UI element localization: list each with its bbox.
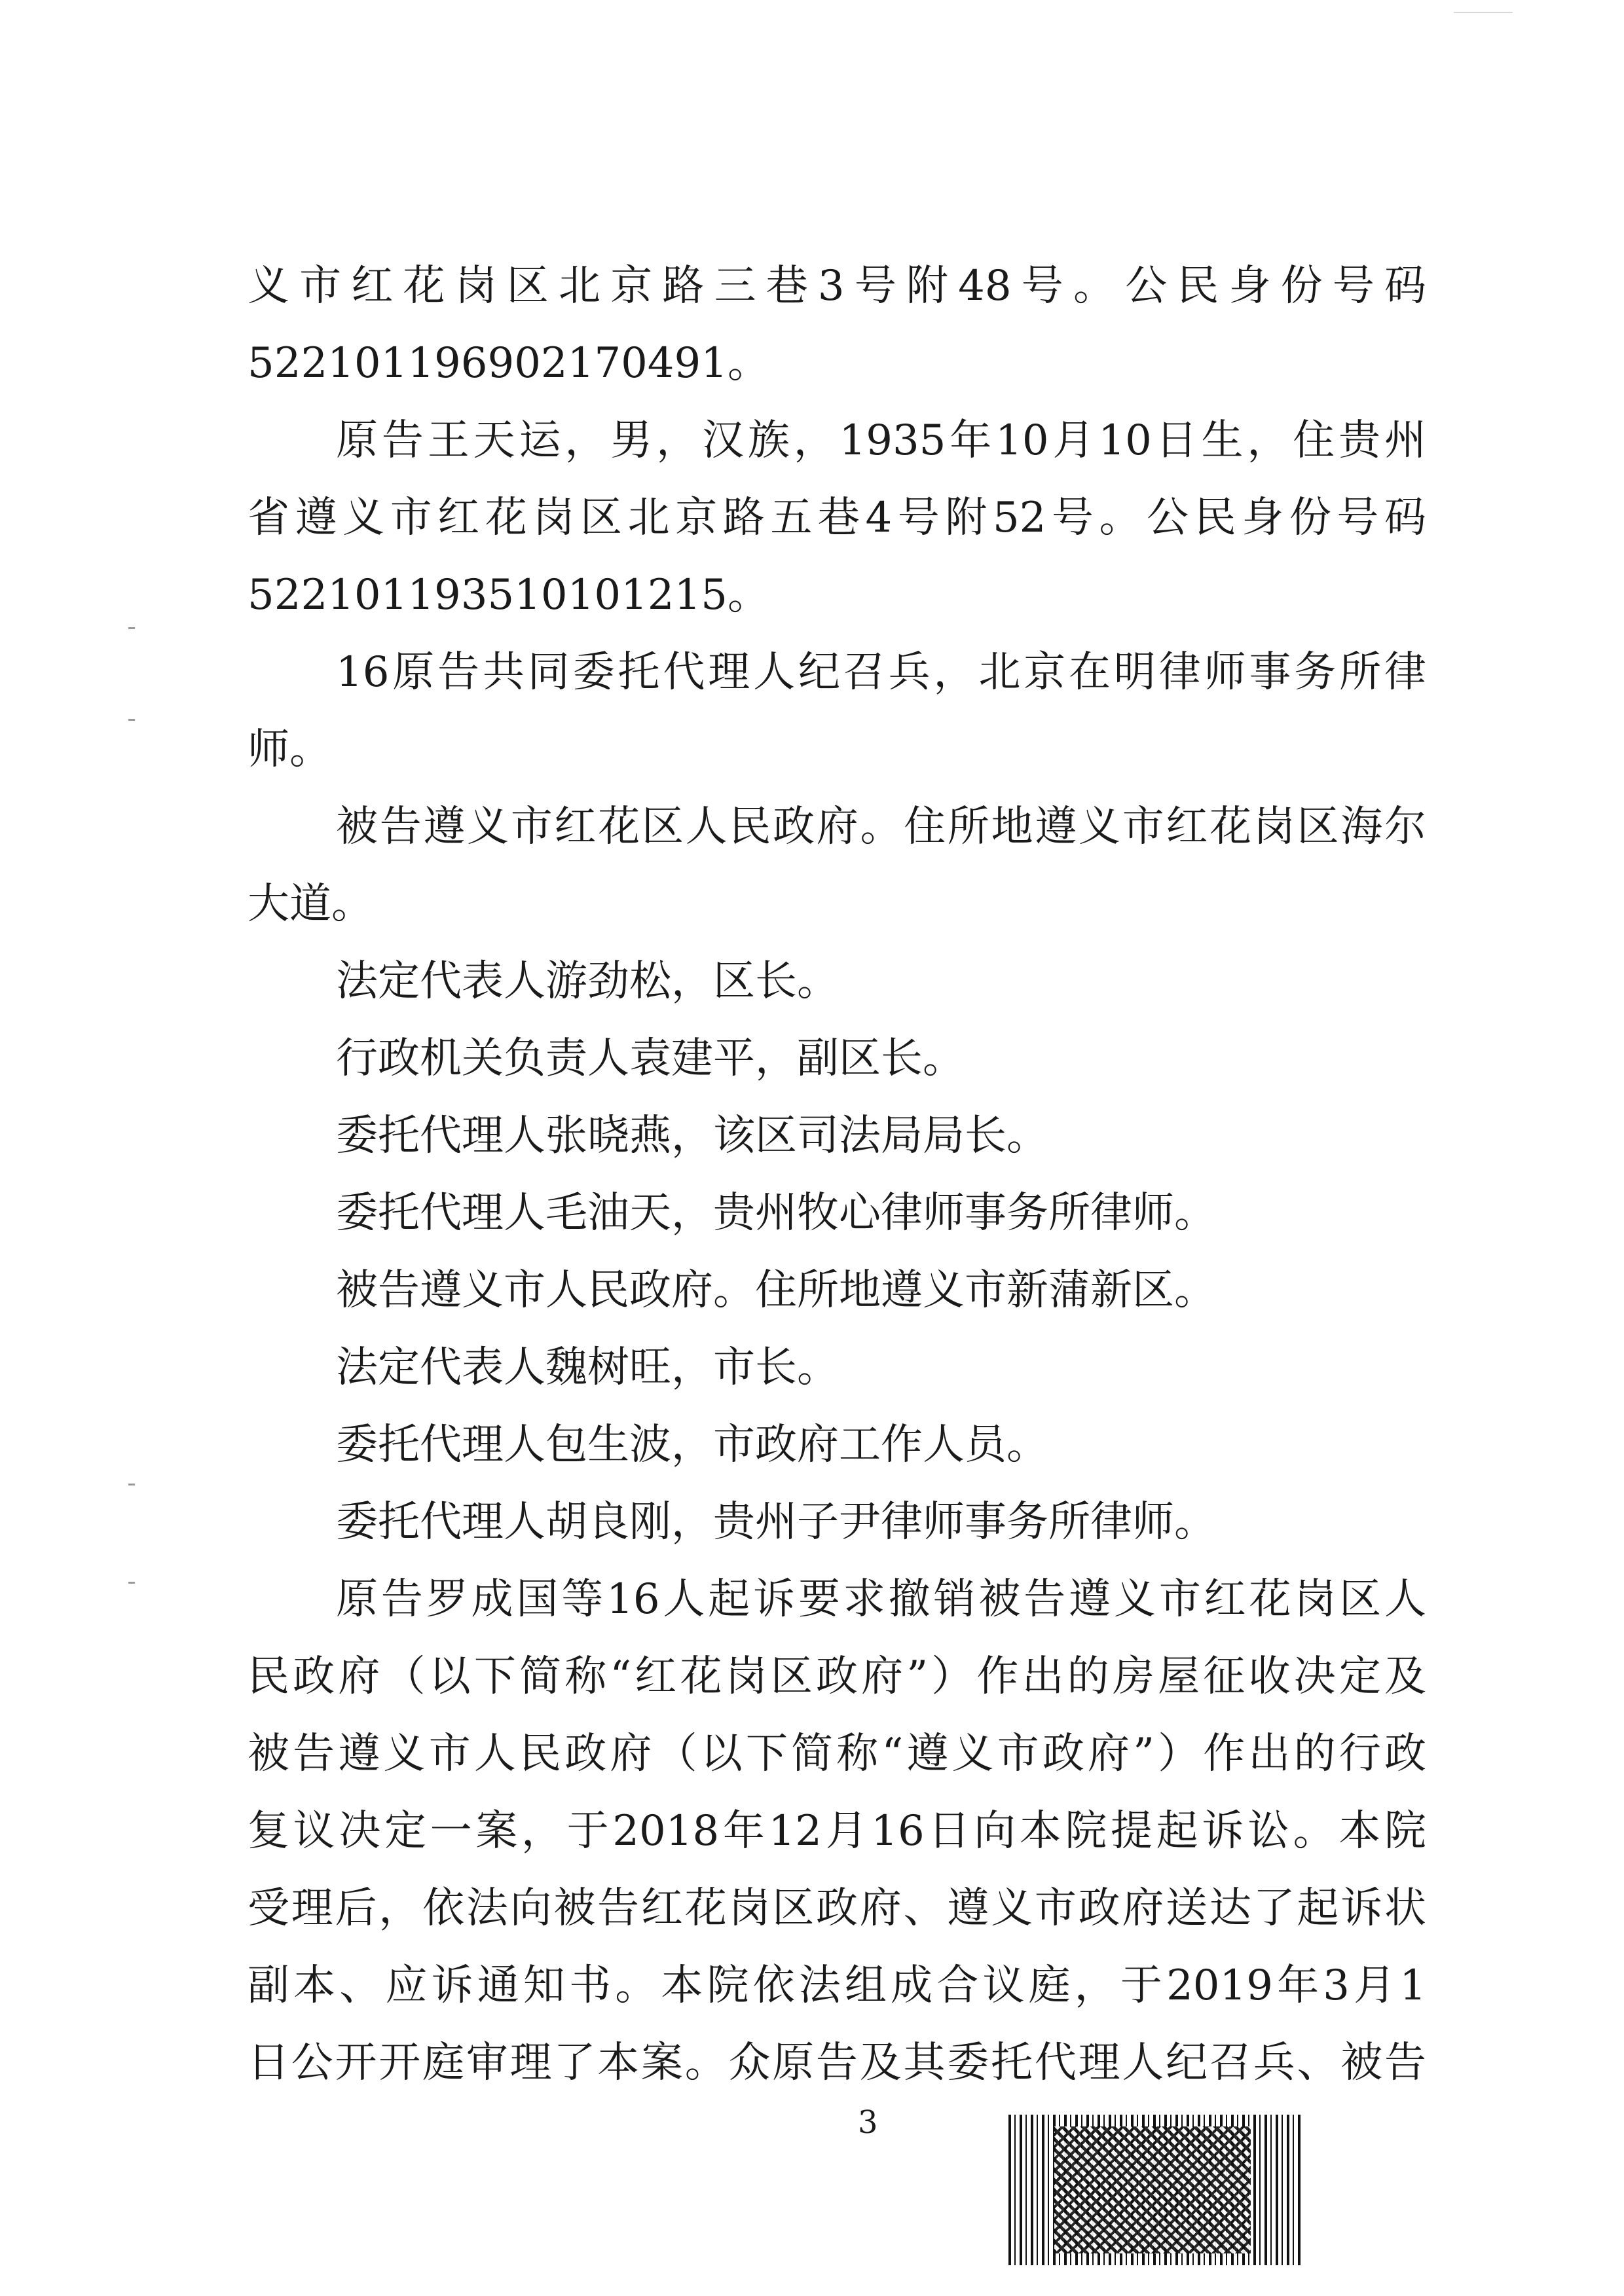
- text-line: 副本、应诉通知书。本院依法组成合议庭，于2019年3月1: [248, 1961, 1426, 2010]
- text-line: 522101193510101215。: [248, 571, 769, 619]
- text-line: 师。: [248, 725, 331, 774]
- text-line: 522101196902170491。: [248, 339, 769, 388]
- text-line: 法定代表人魏树旺，市长。: [336, 1343, 839, 1392]
- margin-mark: [128, 627, 135, 629]
- text-line: 被告遵义市人民政府。住所地遵义市新蒲新区。: [336, 1266, 1216, 1315]
- text-line: 省遵义市红花岗区北京路五巷4号附52号。公民身份号码: [248, 494, 1426, 542]
- page-number: 3: [858, 2104, 878, 2141]
- text-line: 委托代理人毛油天，贵州牧心律师事务所律师。: [336, 1189, 1216, 1237]
- margin-mark: [128, 719, 135, 721]
- text-line: 民政府（以下简称“红花岗区政府”）作出的房屋征收决定及: [248, 1652, 1426, 1701]
- text-line: 义市红花岗区北京路三巷3号附48号。公民身份号码: [248, 262, 1426, 310]
- text-line: 行政机关负责人袁建平，副区长。: [336, 1034, 965, 1083]
- text-line: 法定代表人游劲松，区长。: [336, 957, 839, 1006]
- document-barcode: [1008, 2115, 1303, 2265]
- text-line: 大道。: [248, 880, 373, 928]
- text-line: 委托代理人包生波，市政府工作人员。: [336, 1421, 1048, 1469]
- scan-speck: [1454, 12, 1513, 13]
- margin-mark: [128, 1582, 135, 1584]
- text-line: 被告遵义市人民政府（以下简称“遵义市政府”）作出的行政: [248, 1730, 1426, 1778]
- margin-mark: [128, 1484, 135, 1485]
- text-line: 被告遵义市红花区人民政府。住所地遵义市红花岗区海尔: [336, 803, 1426, 851]
- text-line: 复议决定一案，于2018年12月16日向本院提起诉讼。本院: [248, 1807, 1426, 1855]
- text-line: 原告王天运，男，汉族，1935年10月10日生，住贵州: [336, 416, 1426, 465]
- text-line: 原告罗成国等16人起诉要求撤销被告遵义市红花岗区人: [336, 1575, 1426, 1624]
- text-line: 委托代理人胡良刚，贵州子尹律师事务所律师。: [336, 1498, 1216, 1546]
- text-line: 16原告共同委托代理人纪召兵，北京在明律师事务所律: [336, 648, 1426, 697]
- text-line: 日公开开庭审理了本案。众原告及其委托代理人纪召兵、被告: [248, 2039, 1426, 2087]
- barcode-pattern: [1054, 2126, 1251, 2253]
- text-line: 委托代理人张晓燕，该区司法局局长。: [336, 1112, 1048, 1160]
- text-line: 受理后，依法向被告红花岗区政府、遵义市政府送达了起诉状: [248, 1884, 1426, 1933]
